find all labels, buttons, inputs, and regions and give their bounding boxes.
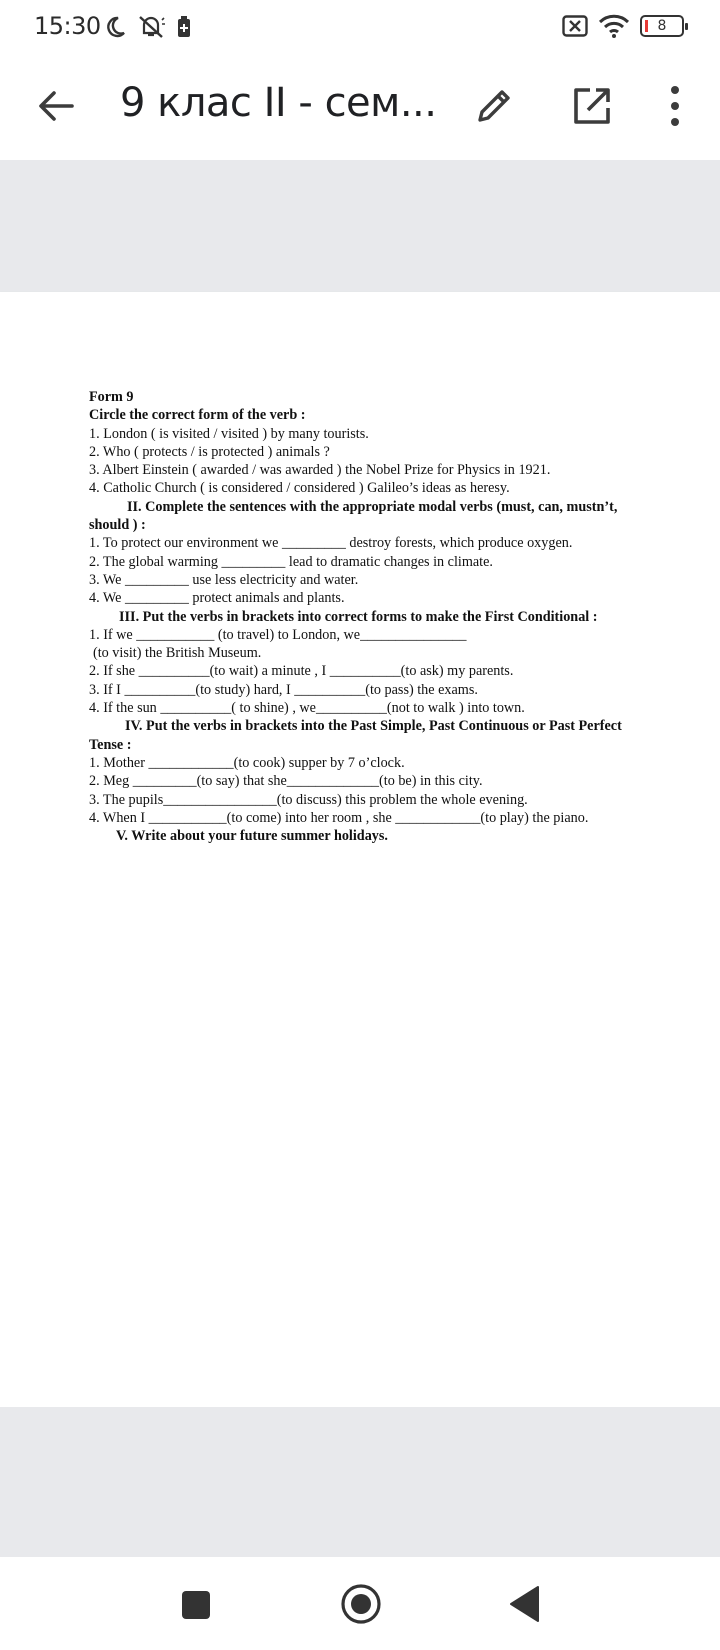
viewer-background-top — [0, 160, 720, 292]
exercise-line: 3. The pupils________________(to discuss) this problem the whole evening. — [89, 791, 528, 808]
form-heading: Form 9 — [89, 389, 134, 405]
back-triangle-icon[interactable] — [508, 1585, 540, 1623]
home-circle-icon[interactable] — [340, 1583, 382, 1625]
status-left-icons — [104, 14, 192, 40]
app-bar — [0, 56, 720, 160]
exercise-line: 1. London ( is visited / visited ) by many tourists. — [89, 425, 369, 442]
exercise-line: 2. Who ( protects / is protected ) animals ? — [89, 443, 330, 460]
status-time: 15:30 — [34, 12, 101, 40]
document-content — [89, 388, 689, 845]
exercise-line: 1. To protect our environment we _________ destroy forests, which produce oxygen. — [89, 535, 573, 552]
exercise-line: 1. If we ___________ (to travel) to London, we_______________ — [89, 626, 467, 643]
viewer-background-bottom — [0, 1407, 720, 1557]
moon-icon — [104, 15, 126, 39]
section-4-heading: IV. Put the verbs in brackets into the Past Simple, Past Continuous or Past Perfect — [125, 718, 622, 735]
document-title: 9 клас II - сем... — [120, 80, 437, 126]
exercise-line: 2. If she __________(to wait) a minute , I __________(to ask) my parents. — [89, 663, 514, 680]
exercise-line: 4. When I ___________(to come) into her room , she ____________(to play) the piano. — [89, 809, 589, 826]
exercise-line: 3. If I __________(to study) hard, I __________(to pass) the exams. — [89, 681, 478, 698]
system-nav-bar — [0, 1557, 720, 1650]
section-3-heading: III. Put the verbs in brackets into correct forms to make the First Conditional : — [119, 608, 598, 625]
section-4-heading-cont: Tense : — [89, 736, 132, 753]
open-external-icon[interactable] — [570, 84, 614, 128]
status-right-icons — [562, 14, 684, 38]
muted-notification-icon — [136, 14, 166, 40]
exercise-line: 1. Mother ____________(to cook) supper by 7 o’clock. — [89, 754, 405, 771]
more-vert-icon[interactable] — [660, 82, 690, 130]
exercise-line: 4. We _________ protect animals and plants. — [89, 590, 345, 607]
battery-level: 8 — [657, 18, 667, 34]
section-2-heading: II. Complete the sentences with the appropriate modal verbs (must, can, mustn’t, — [127, 498, 618, 515]
document-page[interactable] — [0, 292, 720, 1407]
section-1-heading: Circle the correct form of the verb : — [89, 407, 306, 424]
section-2-heading-cont: should ) : — [89, 517, 146, 534]
section-5-heading: V. Write about your future summer holidays. — [116, 828, 388, 845]
recents-square-icon[interactable] — [182, 1591, 210, 1619]
exercise-line: 2. Meg _________(to say) that she_____________(to be) in this city. — [89, 773, 483, 790]
exercise-line: (to visit) the British Museum. — [93, 645, 262, 662]
exercise-line: 4. If the sun __________( to shine) , we__________(not to walk ) into town. — [89, 700, 525, 717]
battery-saver-icon — [176, 15, 192, 39]
exercise-line: 4. Catholic Church ( is considered / considered ) Galileo’s ideas as heresy. — [89, 480, 510, 497]
sim-off-icon — [562, 15, 588, 37]
back-arrow-icon[interactable] — [34, 84, 78, 128]
exercise-line: 3. Albert Einstein ( awarded / was awarded ) the Nobel Prize for Physics in 1921. — [89, 462, 551, 479]
wifi-icon — [598, 14, 630, 38]
exercise-line: 3. We _________ use less electricity and water. — [89, 571, 359, 588]
battery-icon — [640, 15, 684, 37]
exercise-line: 2. The global warming _________ lead to dramatic changes in climate. — [89, 553, 493, 570]
pencil-icon[interactable] — [472, 84, 516, 128]
status-bar — [0, 0, 720, 56]
